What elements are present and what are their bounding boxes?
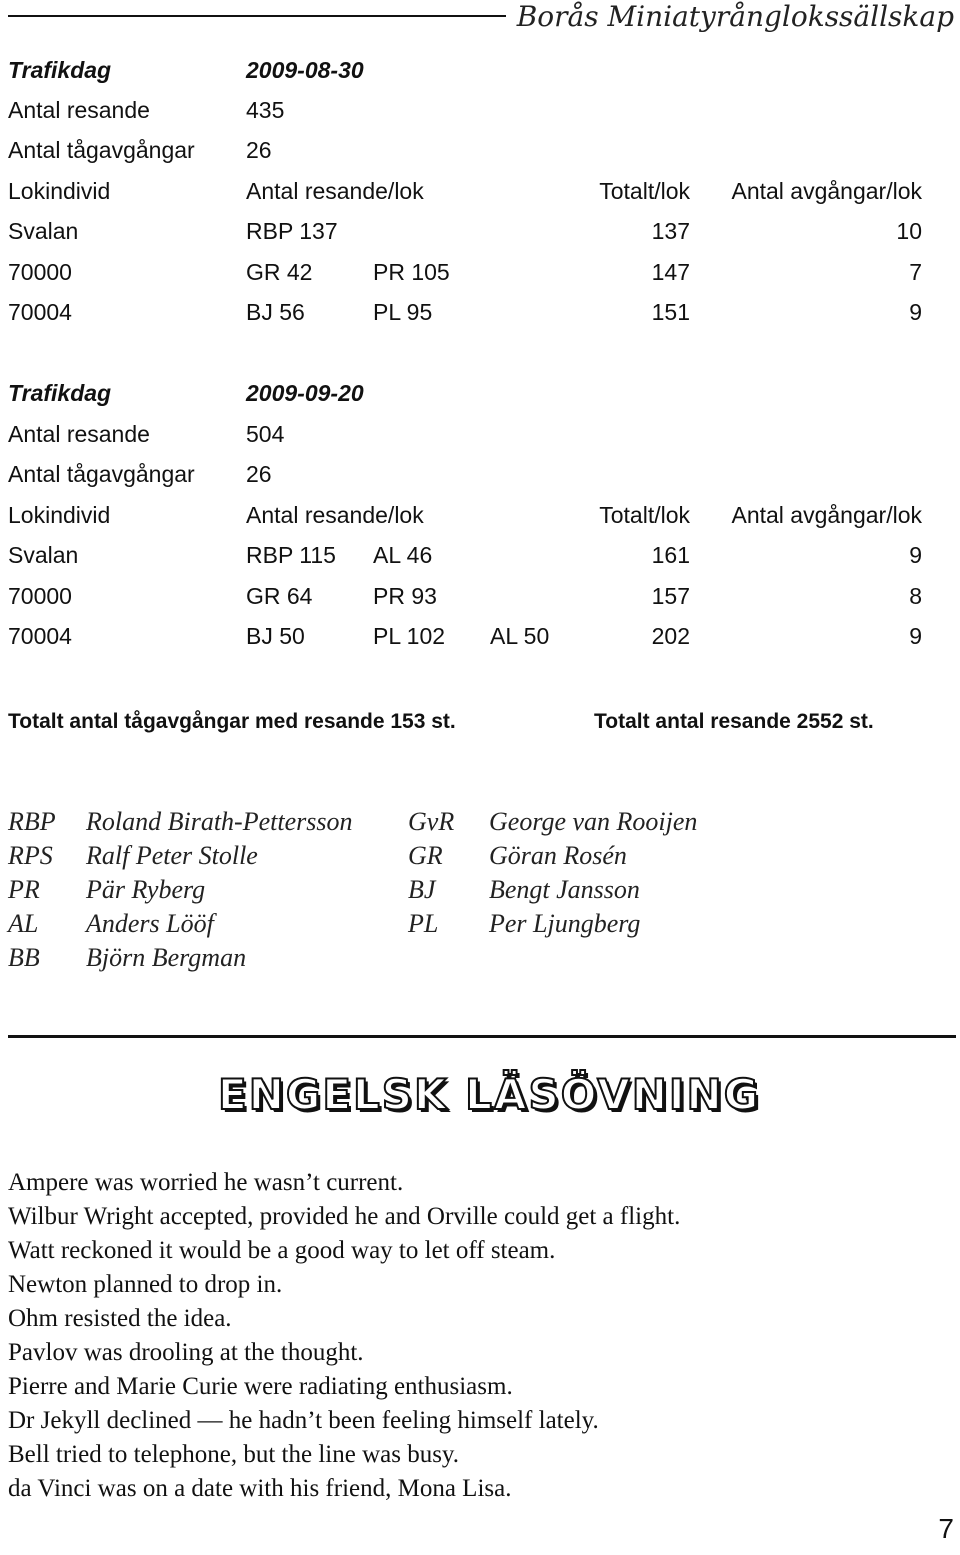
legend-name: Anders Lööf (86, 909, 214, 938)
traffic-day-heading (0, 373, 960, 413)
legend-abbr: BJ (408, 875, 436, 904)
table-header-row (0, 171, 960, 211)
total-per-loco: 161 (651, 542, 690, 568)
legend-abbr: AL (8, 909, 39, 938)
column-header: Antal resande/lok (246, 178, 424, 204)
legend-abbr: GR (408, 841, 443, 870)
traffic-day-heading (0, 50, 960, 90)
joke-line: Pierre and Marie Curie were radiating enthusiasm. (8, 1373, 513, 1400)
column-header: Antal avgångar/lok (731, 502, 922, 528)
driver-count: PL 95 (373, 299, 433, 325)
departures-per-loco: 7 (909, 259, 922, 285)
column-header: Totalt/lok (599, 178, 690, 204)
driver-count: AL 46 (373, 542, 433, 568)
departures-row (0, 454, 960, 494)
legend-row (0, 941, 960, 975)
joke-line: Watt reckoned it would be a good way to let off steam. (8, 1237, 556, 1264)
total-per-loco: 157 (651, 583, 690, 609)
passengers-label: Antal resande (8, 97, 150, 123)
section-title: ENGELSK LÄSÖVNING (218, 1070, 761, 1119)
joke-line: Newton planned to drop in. (8, 1271, 283, 1298)
legend-abbr: PR (8, 875, 40, 904)
header-rule (8, 15, 506, 17)
driver-count: AL 50 (490, 623, 550, 649)
legend-row (0, 907, 960, 941)
table-row (0, 576, 960, 616)
header-title: Borås Miniatyrånglokssällskap (516, 0, 954, 33)
passengers-row (0, 90, 960, 130)
totals-line (0, 702, 960, 742)
joke-line: Ohm resisted the idea. (8, 1305, 232, 1332)
legend-name: Bengt Jansson (489, 875, 640, 904)
loco-name: Svalan (8, 218, 79, 244)
departures-value: 26 (246, 461, 272, 487)
legend-name: Pär Ryberg (86, 875, 206, 904)
traffic-day-date: 2009-08-30 (246, 57, 364, 83)
driver-count: PR 105 (373, 259, 450, 285)
total-per-loco: 202 (651, 623, 690, 649)
joke-list (8, 1166, 948, 1506)
legend-abbr: PL (408, 909, 439, 938)
legend-row (0, 873, 960, 907)
legend-name: Ralf Peter Stolle (86, 841, 258, 870)
departures-per-loco: 9 (909, 542, 922, 568)
departures-value: 26 (246, 137, 272, 163)
legend-name: Björn Bergman (86, 943, 247, 972)
traffic-day-label: Trafikdag (8, 57, 112, 83)
joke-line: Bell tried to telephone, but the line was busy. (8, 1441, 460, 1468)
column-header: Totalt/lok (599, 502, 690, 528)
joke-line: Pavlov was drooling at the thought. (8, 1339, 364, 1366)
legend-abbr: RPS (8, 841, 53, 870)
passengers-value: 435 (246, 97, 285, 123)
loco-name: 70004 (8, 299, 72, 325)
departures-label: Antal tågavgångar (8, 137, 195, 163)
total-per-loco: 151 (651, 299, 690, 325)
driver-count: PR 93 (373, 583, 437, 609)
column-header: Antal avgångar/lok (731, 178, 922, 204)
joke-line: Wilbur Wright accepted, provided he and Orville could get a flight. (8, 1203, 681, 1230)
total-per-loco: 147 (651, 259, 690, 285)
joke-line: Ampere was worried he wasn’t current. (8, 1169, 404, 1196)
departures-per-loco: 10 (896, 218, 922, 244)
legend-name: Roland Birath-Pettersson (86, 807, 353, 836)
joke-line: da Vinci was on a date with his friend, Mona Lisa. (8, 1475, 512, 1502)
driver-count: RBP 137 (246, 218, 338, 244)
legend-name: Göran Rosén (489, 841, 627, 870)
column-header: Lokindivid (8, 178, 111, 204)
loco-name: Svalan (8, 542, 79, 568)
table-row (0, 211, 960, 251)
table-row (0, 292, 960, 332)
column-header: Lokindivid (8, 502, 111, 528)
table-row (0, 616, 960, 656)
table-header-row (0, 495, 960, 535)
legend-row (0, 839, 960, 873)
driver-count: PL 102 (373, 623, 446, 649)
traffic-day-label: Trafikdag (8, 380, 112, 406)
passengers-row (0, 414, 960, 454)
legend-name: George van Rooijen (489, 807, 698, 836)
page-number: 7 (938, 1513, 954, 1544)
legend-row (0, 805, 960, 839)
total-passengers: Totalt antal resande 2552 st. (594, 710, 874, 733)
legend-abbr: BB (8, 943, 40, 972)
departures-label: Antal tågavgångar (8, 461, 195, 487)
departures-per-loco: 8 (909, 583, 922, 609)
total-per-loco: 137 (651, 218, 690, 244)
traffic-day-date: 2009-09-20 (246, 380, 364, 406)
driver-count: BJ 56 (246, 299, 305, 325)
driver-count: RBP 115 (246, 542, 336, 568)
loco-name: 70000 (8, 583, 72, 609)
section-divider (8, 1035, 956, 1038)
passengers-value: 504 (246, 421, 285, 447)
loco-name: 70004 (8, 623, 72, 649)
legend-abbr: GvR (408, 807, 455, 836)
driver-count: GR 64 (246, 583, 313, 609)
legend-name: Per Ljungberg (489, 909, 641, 938)
column-header: Antal resande/lok (246, 502, 424, 528)
departures-row (0, 130, 960, 170)
total-departures: Totalt antal tågavgångar med resande 153 st. (8, 710, 456, 733)
departures-per-loco: 9 (909, 299, 922, 325)
departures-per-loco: 9 (909, 623, 922, 649)
table-row (0, 535, 960, 575)
loco-name: 70000 (8, 259, 72, 285)
joke-line: Dr Jekyll declined — he hadn’t been feeling himself lately. (8, 1407, 599, 1434)
table-row (0, 252, 960, 292)
passengers-label: Antal resande (8, 421, 150, 447)
driver-count: BJ 50 (246, 623, 305, 649)
driver-count: GR 42 (246, 259, 313, 285)
legend-abbr: RBP (8, 807, 56, 836)
